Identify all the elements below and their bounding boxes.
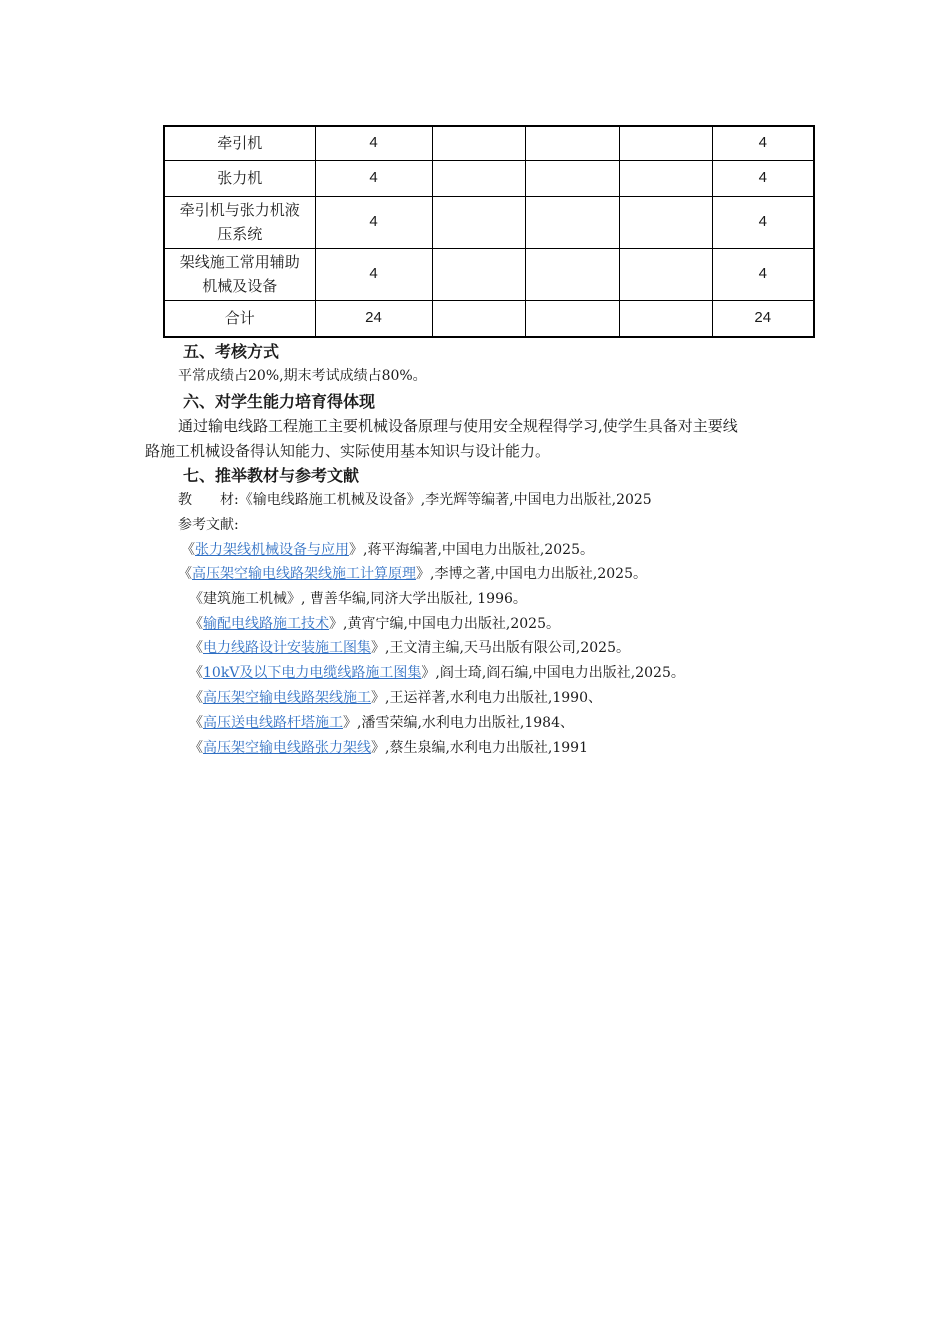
reference-details: 》,蔡生泉编,水利电力出版社,1991 (371, 740, 588, 756)
reference-item (189, 688, 602, 708)
table-row (164, 160, 814, 196)
references-label: 参考文献: (178, 517, 239, 533)
table-cell: 4 (712, 126, 814, 160)
bracket-open: 《 (181, 542, 195, 558)
table-cell: 4 (712, 248, 814, 300)
table-cell: 24 (315, 300, 432, 337)
section7-heading: 七、推举教材与参考文献 (183, 466, 360, 485)
row-name-line: 压系统 (217, 225, 263, 243)
reference-details: 》,黄宵宁编,中国电力出版社,2025。 (329, 616, 560, 632)
reference-link[interactable]: 高压送电线路杆塔施工 (203, 715, 343, 731)
reference-item (189, 589, 527, 609)
reference-item (178, 564, 647, 584)
table-cell (432, 160, 525, 196)
table-cell (525, 160, 619, 196)
table-cell (525, 196, 619, 248)
row-name: 牵引机 (164, 126, 315, 160)
table-cell: 4 (315, 160, 432, 196)
table-cell: 4 (315, 126, 432, 160)
table-cell (525, 300, 619, 337)
bracket-open: 《 (189, 740, 203, 756)
reference-item (189, 614, 560, 634)
reference-details: 》,蒋平海编著,中国电力出版社,2025。 (349, 542, 594, 558)
table-cell (619, 300, 712, 337)
section6-line2: 路施工机械设备得认知能力、实际使用基本知识与设计能力。 (145, 442, 551, 460)
reference-link[interactable]: 电力线路设计安装施工图集 (203, 640, 371, 656)
reference-link[interactable]: 10kV及以下电力电缆线路施工图集 (203, 665, 422, 681)
bracket-open: 《 (189, 616, 203, 632)
reference-details: 》, 曹善华编,同济大学出版社, 1996。 (287, 591, 527, 607)
row-name-line: 牵引机与张力机液 (179, 201, 300, 219)
bracket-open: 《 (178, 566, 192, 582)
textbook-line: 教 材:《输电线路施工机械及设备》,李光辉等编著,中国电力出版社,2025 (178, 492, 652, 508)
table-cell (619, 248, 712, 300)
table-row-total (164, 300, 814, 337)
bracket-open: 《 (189, 591, 203, 607)
reference-item (181, 540, 594, 560)
section5-heading: 五、考核方式 (183, 342, 280, 361)
table-cell (619, 160, 712, 196)
table-cell (619, 196, 712, 248)
table-cell: 4 (712, 196, 814, 248)
table-cell (432, 248, 525, 300)
section6-line1: 通过输电线路工程施工主要机械设备原理与使用安全规程得学习,使学生具备对主要线 (178, 417, 738, 435)
table-cell (432, 196, 525, 248)
reference-details: 》,潘雪荣编,水利电力出版社,1984、 (343, 715, 574, 731)
table-cell: 24 (712, 300, 814, 337)
reference-link[interactable]: 高压架空输电线路架线施工计算原理 (192, 566, 416, 582)
table-cell (525, 126, 619, 160)
row-name (164, 196, 315, 248)
reference-item (189, 638, 630, 658)
table-cell (619, 126, 712, 160)
reference-title: 建筑施工机械 (203, 591, 287, 607)
row-name-line: 架线施工常用辅助 (179, 253, 300, 271)
row-name (164, 248, 315, 300)
reference-link[interactable]: 高压架空输电线路张力架线 (203, 740, 371, 756)
row-name: 合计 (164, 300, 315, 337)
section6-heading: 六、对学生能力培育得体现 (183, 392, 376, 411)
table-cell (432, 300, 525, 337)
reference-details: 》,李博之著,中国电力出版社,2025。 (416, 566, 647, 582)
reference-link[interactable]: 张力架线机械设备与应用 (195, 542, 349, 558)
bracket-open: 《 (189, 665, 203, 681)
reference-details: 》,王文清主编,天马出版有限公司,2025。 (371, 640, 630, 656)
reference-item (189, 713, 574, 733)
reference-link[interactable]: 高压架空输电线路架线施工 (203, 690, 371, 706)
course-hours-table (163, 125, 815, 338)
table-cell: 4 (712, 160, 814, 196)
reference-details: 》,王运祥著,水利电力出版社,1990、 (371, 690, 602, 706)
table-row (164, 248, 814, 300)
row-name: 张力机 (164, 160, 315, 196)
row-name-line: 机械及设备 (202, 277, 278, 295)
reference-item (189, 738, 588, 758)
table-row (164, 196, 814, 248)
table-cell: 4 (315, 248, 432, 300)
table-cell: 4 (315, 196, 432, 248)
section5-text: 平常成绩占20%,期末考试成绩占80%。 (178, 368, 427, 384)
table-cell (525, 248, 619, 300)
bracket-open: 《 (189, 690, 203, 706)
table-cell (432, 126, 525, 160)
reference-item (189, 663, 685, 683)
bracket-open: 《 (189, 715, 203, 731)
reference-link[interactable]: 输配电线路施工技术 (203, 616, 329, 632)
reference-details: 》,阎士琦,阎石编,中国电力出版社,2025。 (421, 665, 685, 681)
table-row (164, 126, 814, 160)
bracket-open: 《 (189, 640, 203, 656)
